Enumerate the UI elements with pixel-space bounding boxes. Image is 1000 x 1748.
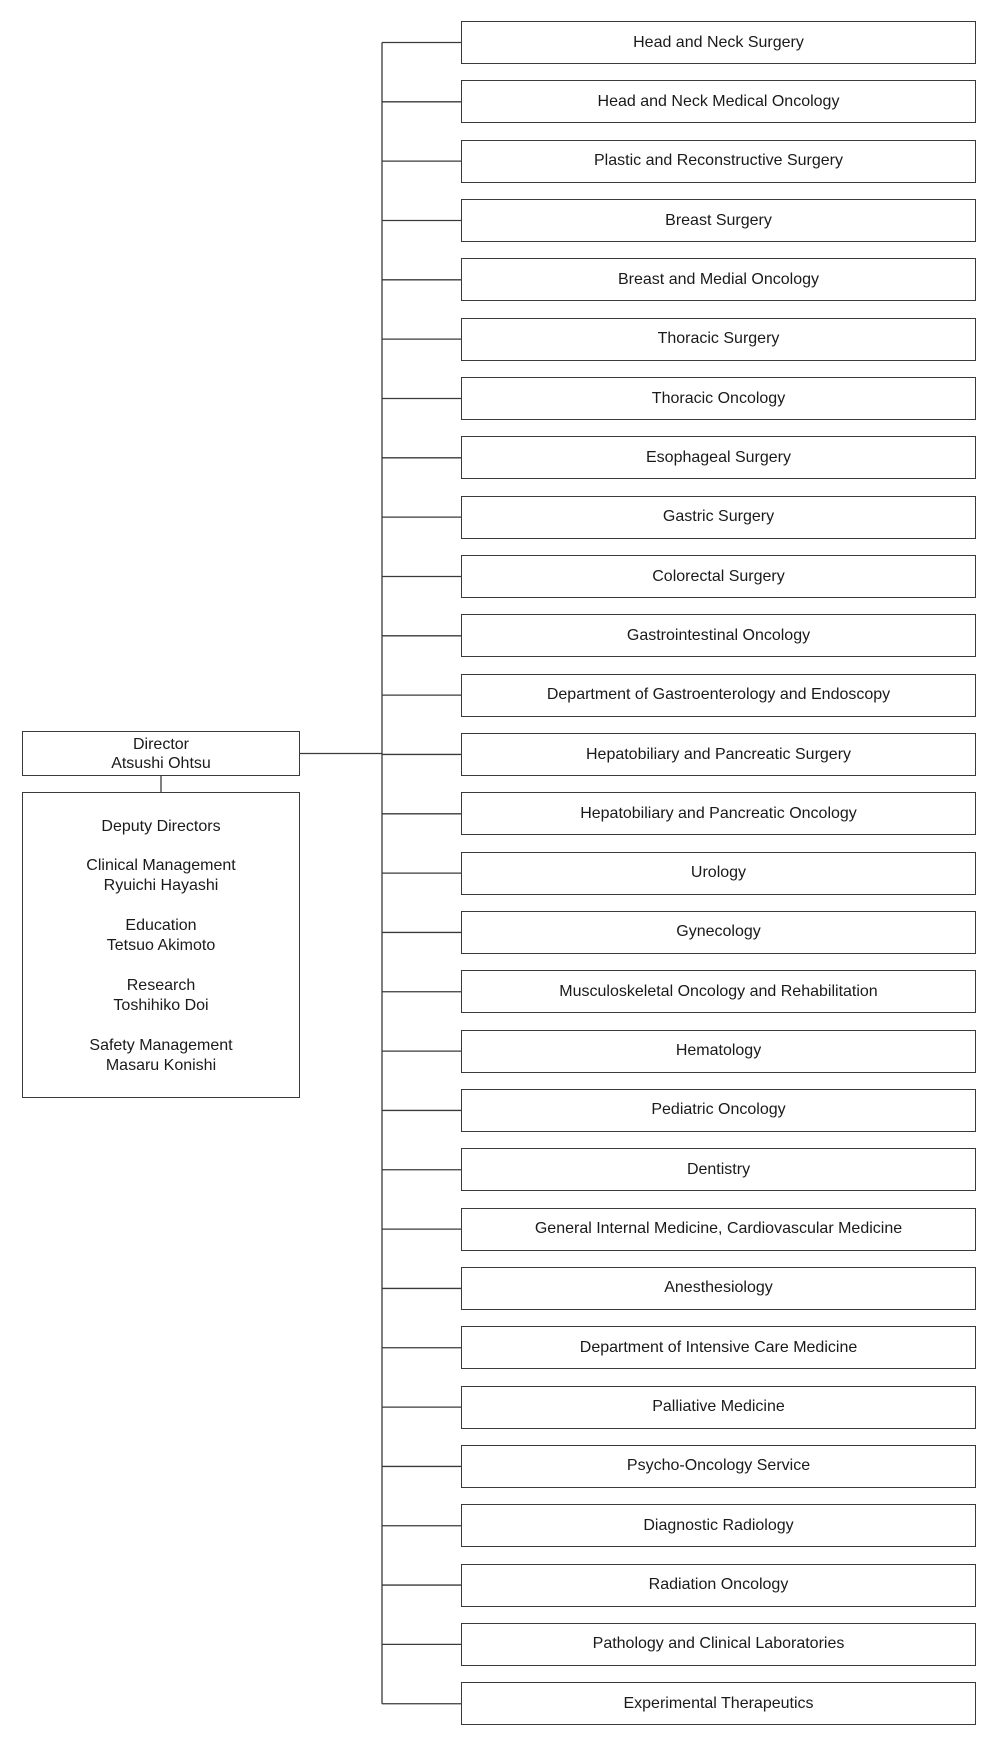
department-box: [461, 21, 976, 64]
deputy-role-label: Clinical Management: [86, 856, 236, 874]
department-box: [461, 1148, 976, 1191]
department-label: Palliative Medicine: [652, 1398, 785, 1416]
department-label: Hepatobiliary and Pancreatic Oncology: [580, 804, 857, 822]
department-label: Breast and Medial Oncology: [618, 270, 819, 288]
department-box: [461, 1682, 976, 1725]
deputy-role-research: [113, 976, 208, 1017]
department-label: Plastic and Reconstructive Surgery: [594, 152, 843, 170]
department-label: Dentistry: [686, 1160, 751, 1178]
deputy-role-name: Tetsuo Akimoto: [106, 937, 216, 954]
department-label: Head and Neck Medical Oncology: [597, 92, 840, 110]
department-box: [461, 792, 976, 835]
department-label: Head and Neck Surgery: [633, 33, 804, 51]
department-box: [461, 1386, 976, 1429]
department-label: Psycho-Oncology Service: [626, 1457, 811, 1475]
department-box: [461, 970, 976, 1013]
deputy-role-clinical-management: [86, 856, 235, 897]
deputy-directors-heading: Deputy Directors: [101, 818, 221, 835]
department-label: Gastrointestinal Oncology: [626, 626, 811, 644]
department-box: [461, 1504, 976, 1547]
department-label: Thoracic Surgery: [657, 330, 780, 348]
director-title: Director: [132, 735, 189, 753]
deputy-role-label: Safety Management: [89, 1036, 233, 1054]
department-label: Urology: [690, 864, 747, 882]
department-box: [461, 1267, 976, 1310]
department-box: [461, 1208, 976, 1251]
department-label: Gastric Surgery: [662, 508, 775, 526]
deputy-directors-box: [22, 792, 300, 1098]
deputy-role-name: Toshihiko Doi: [113, 997, 209, 1014]
department-box: [461, 1564, 976, 1607]
department-box: [461, 377, 976, 420]
department-label: Musculoskeletal Oncology and Rehabilitation: [559, 982, 878, 1000]
deputy-role-label: Education: [125, 916, 197, 934]
department-box: [461, 614, 976, 657]
department-box: [461, 496, 976, 539]
department-box: [461, 436, 976, 479]
department-box: [461, 1089, 976, 1132]
department-label: Anesthesiology: [664, 1279, 773, 1297]
department-box: [461, 258, 976, 301]
deputy-role-education: [107, 916, 216, 957]
department-label: Esophageal Surgery: [646, 448, 791, 466]
department-box: [461, 80, 976, 123]
deputy-role-name: Masaru Konishi: [105, 1057, 217, 1074]
department-label: Hepatobiliary and Pancreatic Surgery: [585, 745, 852, 763]
department-box: [461, 1623, 976, 1666]
department-box: [461, 1445, 976, 1488]
director-name: Atsushi Ohtsu: [111, 754, 211, 772]
department-box: [461, 555, 976, 598]
department-label: General Internal Medicine, Cardiovascular Medicine: [534, 1220, 903, 1238]
deputy-role-safety-management: [89, 1036, 232, 1077]
deputy-role-name: Ryuichi Hayashi: [103, 877, 219, 894]
department-label: Radiation Oncology: [648, 1576, 789, 1594]
department-label: Breast Surgery: [665, 211, 772, 229]
department-box: [461, 140, 976, 183]
department-label: Colorectal Surgery: [652, 567, 785, 585]
department-box: [461, 852, 976, 895]
department-box: [461, 1030, 976, 1073]
department-label: Thoracic Oncology: [651, 389, 786, 407]
department-label: Pediatric Oncology: [651, 1101, 786, 1119]
department-label: Diagnostic Radiology: [643, 1516, 794, 1534]
department-box: [461, 911, 976, 954]
deputy-role-label: Research: [126, 976, 196, 994]
department-label: Department of Gastroenterology and Endoscopy: [546, 686, 891, 704]
department-box: [461, 674, 976, 717]
department-label: Department of Intensive Care Medicine: [579, 1338, 858, 1356]
department-label: Gynecology: [676, 923, 761, 941]
department-box: [461, 318, 976, 361]
department-label: Pathology and Clinical Laboratories: [592, 1635, 845, 1653]
department-box: [461, 733, 976, 776]
department-box: [461, 1326, 976, 1369]
director-box: [22, 731, 300, 776]
department-box: [461, 199, 976, 242]
department-label: Experimental Therapeutics: [623, 1694, 814, 1712]
department-label: Hematology: [675, 1042, 762, 1060]
